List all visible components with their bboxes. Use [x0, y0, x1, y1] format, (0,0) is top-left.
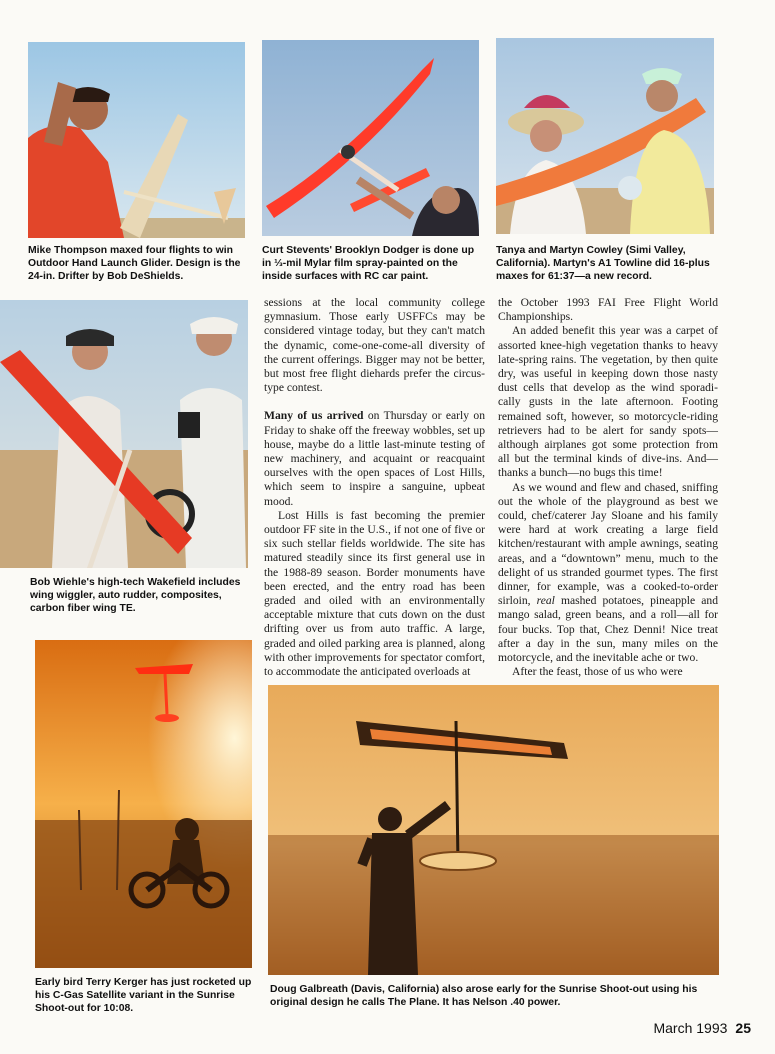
page-number: 25: [735, 1020, 751, 1036]
caption-curt-stevents: Curt Stevents' Brooklyn Dodger is done up in ⅓-mil Mylar film spray-painted on the inside surfaces with RC car paint.: [262, 245, 475, 282]
curt-stevents-image: [262, 40, 479, 236]
paragraph: [264, 409, 485, 508]
photo-terry-kerger: [35, 640, 252, 968]
paragraph: the October 1993 FAI Free Flight World Championships.: [498, 296, 718, 324]
issue-date: March 1993: [653, 1020, 728, 1036]
caption-doug-galbreath: Doug Galbreath (Davis, California) also arose early for the Sunrise Shoot-out using his original design he calls The Plane. It has Nelson .40 power.: [270, 984, 698, 1008]
mike-thompson-image: [28, 42, 245, 238]
paragraph-lead-in: Many of us arrived: [264, 409, 364, 423]
bob-wiehle-image: [0, 300, 248, 568]
paragraph: sessions at the local community college gymnasium. Those early USFFCs may be considered vintage today, but they can't match the dynamic, come-one-come-all diversity of the current offerings. Bigger may not be better, but most free flight diehards prefer the circus-type contest.: [264, 296, 485, 395]
caption-terry-kerger: Early bird Terry Kerger has just rocketed up his C-Gas Satellite variant in the Sunrise Shoot-out for 10:08.: [35, 977, 252, 1014]
emphasis: real: [536, 594, 555, 608]
paragraph: [498, 481, 718, 666]
paragraph-body: mashed potatoes, pineapple and mango salad, green beans, and a roll—all for four bucks. Top that, Chez Denni! Nice treat after a day in the sun, many miles on the motorcycle, and the inevitable ache or two.: [498, 594, 718, 665]
caption-cowley: Tanya and Martyn Cowley (Simi Valley, California). Martyn's A1 Towline did 16-plus maxes for 61:37—a new record.: [496, 245, 710, 282]
paragraph-body: on Thursday or early on Friday to shake off the freeway wobbles, set up house, maybe do a little last-minute testing of new machinery, and acquaint or reacquaint ourselves with the open spaces of Lost Hills, which seem to inspire a sanguine, upbeat mood.: [264, 409, 485, 508]
caption-bob-wiehle: Bob Wiehle's high-tech Wakefield includes wing wiggler, auto rudder, composites, carbon fiber wing TE.: [30, 577, 241, 614]
article-column-2: [498, 296, 718, 679]
doug-galbreath-image: [268, 685, 719, 975]
photo-doug-galbreath: [268, 685, 719, 975]
photo-cowley: [496, 38, 714, 234]
photo-curt-stevents: [262, 40, 479, 236]
caption-mike-thompson: Mike Thompson maxed four flights to win Outdoor Hand Launch Glider. Design is the 24-in. Drifter by Bob DeShields.: [28, 245, 241, 282]
terry-kerger-image: [35, 640, 252, 968]
page-folio: [653, 1020, 751, 1036]
photo-mike-thompson: [28, 42, 245, 238]
paragraph: Lost Hills is fast becoming the premier outdoor FF site in the U.S., if not one of five or six such stellar fields worldwide. The site has matured steadily since its first general use in the 1988-89 season. Border monuments have been erected, and the entry road has been graded and oiled with an environmentally acceptable mixture that cuts down on the dust drifting over us from auto traffic. A large, graded and oiled parking area is planned, along with other improvements for spectator comfort, to accommodate the anticipated overloads at: [264, 508, 485, 679]
photo-bob-wiehle: [0, 300, 248, 568]
paragraph-body: As we wound and flew and chased, sniffing out the whole of the playground as best we could, chef/caterer Jay Sloane and his family were hard at work creating a large field kitchen/restaurant with ample awnings, seating areas, and a “downtown” menu, much to the delight of us stranded gourmet types. The first dinner, for example, was a cooked-to-order sirloin,: [498, 480, 718, 608]
cowley-image: [496, 38, 714, 234]
paragraph: An added benefit this year was a carpet of assorted knee-high vegetation thanks to heavy late-spring rains. The vegetation, by then quite dry, was useful in keeping down those nasty dust cells that develop as the wind sporadi-cally gusts in the late afternoon. Footing remained soft, however, so motorcycle-riding retrievers had to be alert for sandy spots—although airplanes got some protection from all but the terminal kinds of dive-ins. And—thanks a bunch—no bugs this time!: [498, 324, 718, 480]
paragraph: After the feast, those of us who were: [512, 665, 683, 679]
article-column-1: [264, 296, 485, 679]
